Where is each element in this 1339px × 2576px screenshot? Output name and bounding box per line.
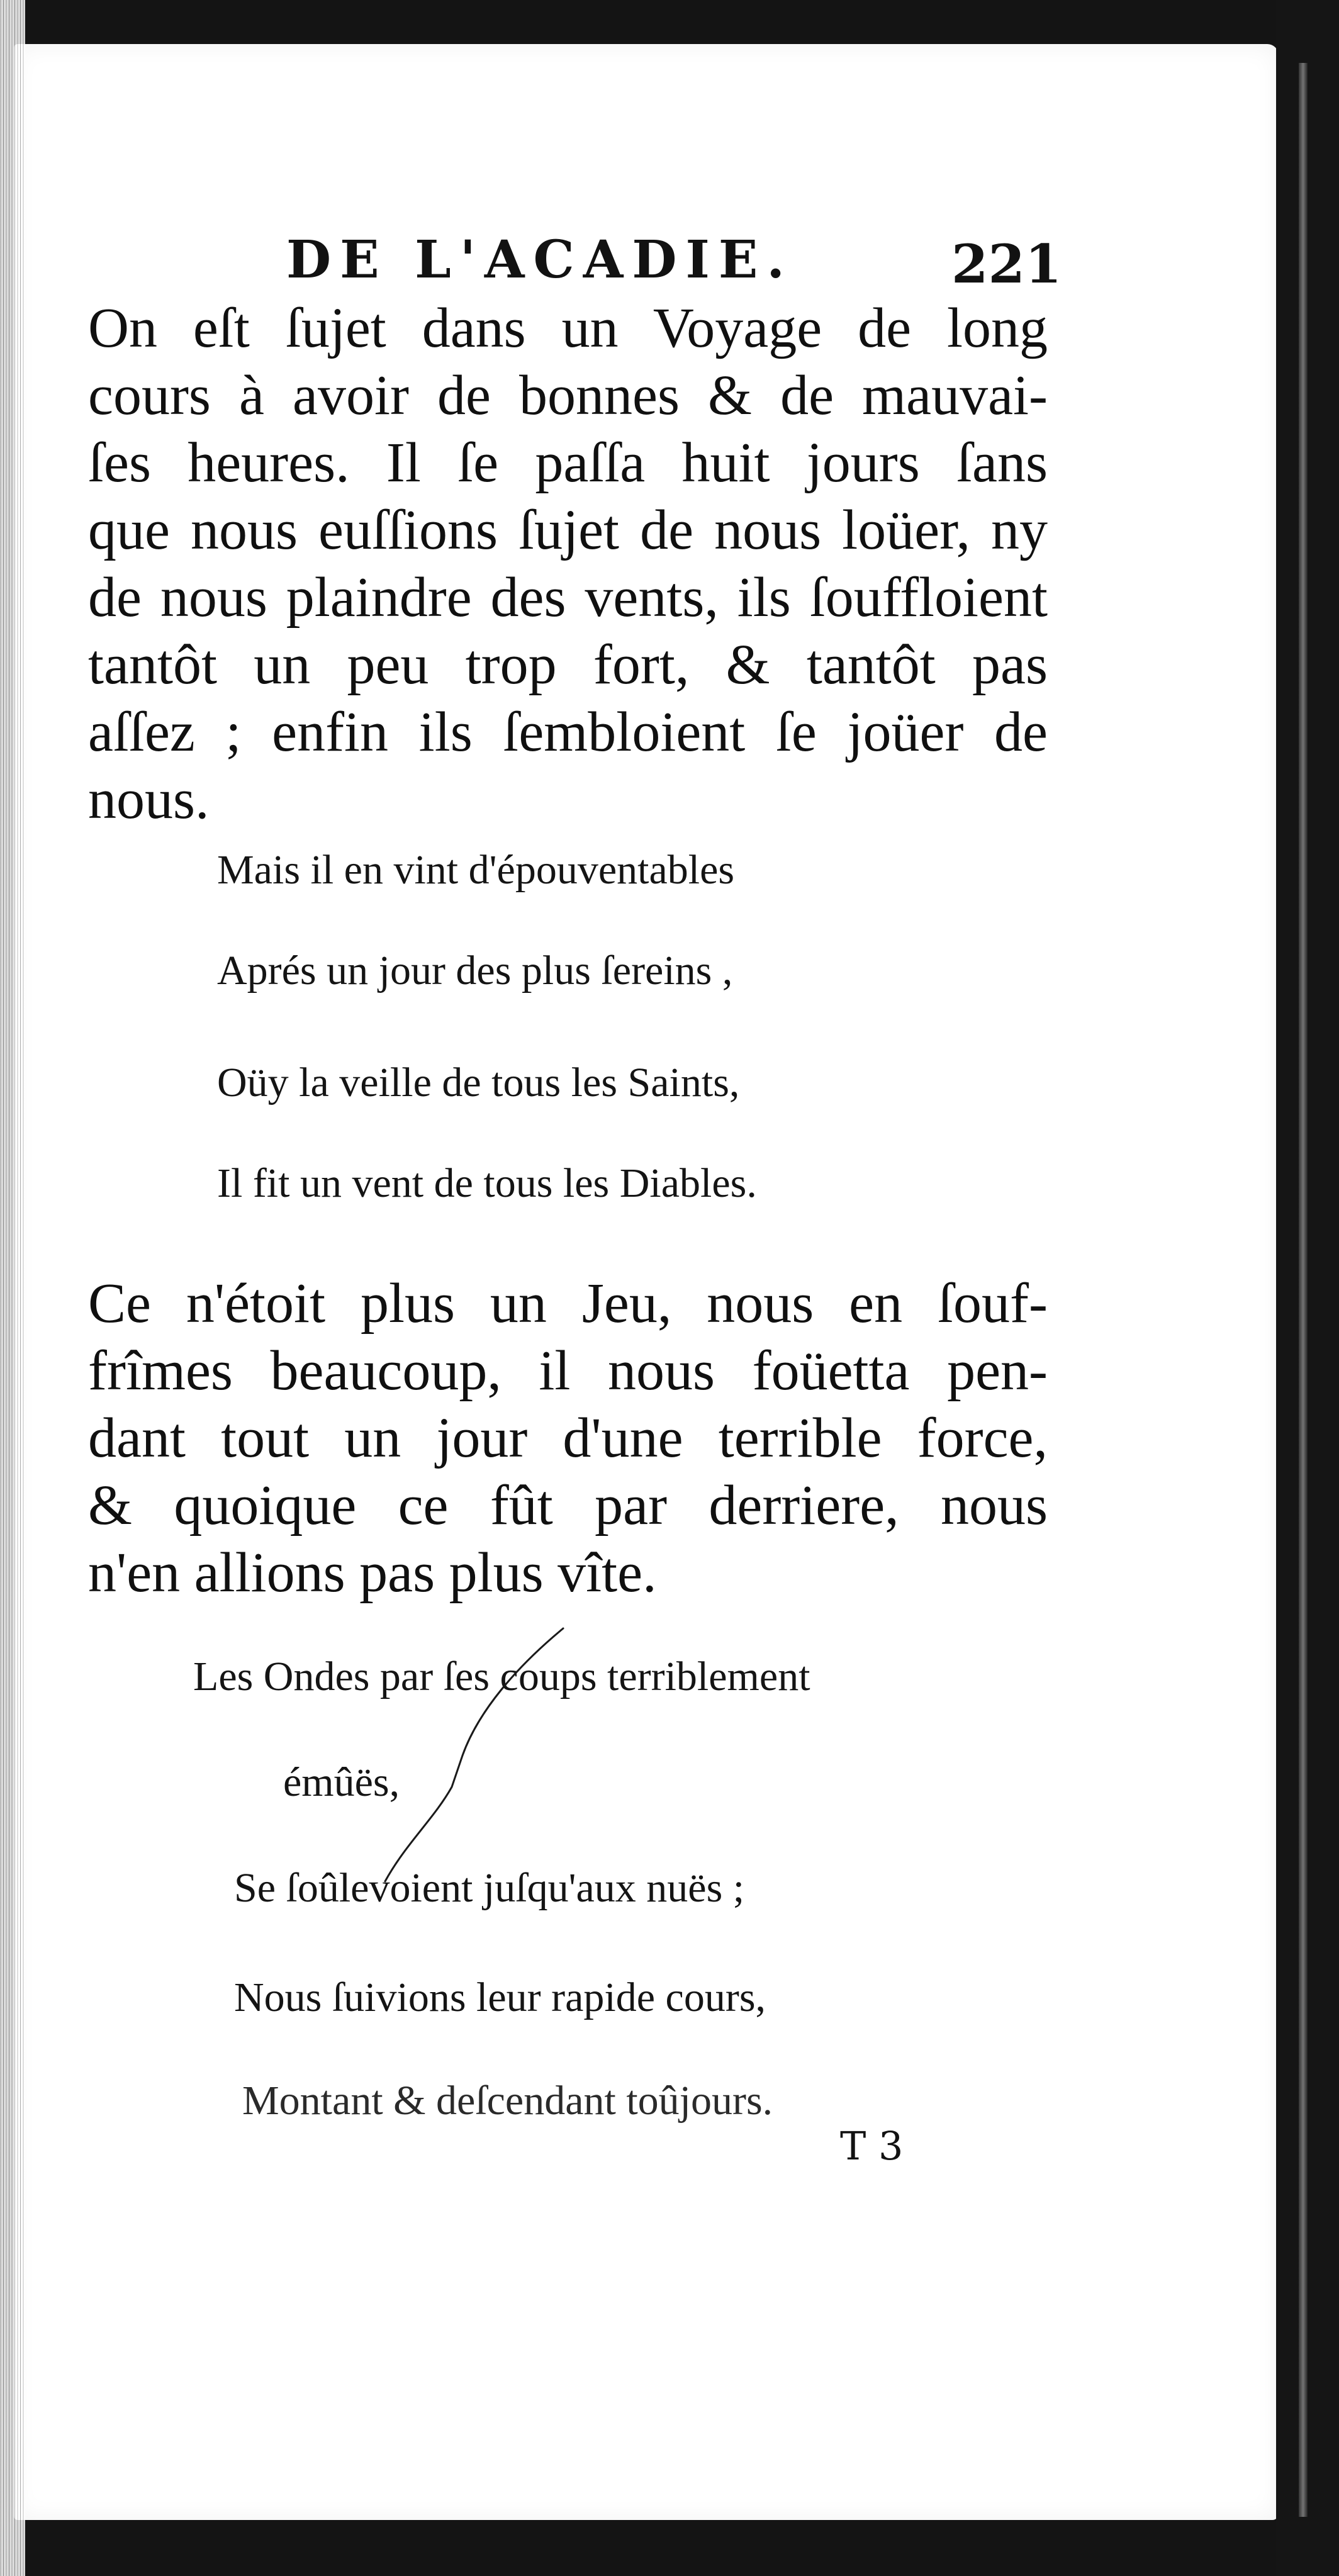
- verse-2-line: Nous ſuivions leur rapide cours,: [234, 1974, 766, 2020]
- verse-1-line: Il fit un vent de tous les Diables.: [217, 1160, 757, 1206]
- catchword: T 3: [840, 2123, 904, 2169]
- page-number: 221: [951, 233, 1062, 295]
- paragraph-1-line: que nous euſſions ſujet de nous loüer, ny: [88, 499, 1048, 561]
- verse-1-line: Mais il en vint d'épouventables: [217, 847, 735, 893]
- paragraph-2-line: & quoique ce fût par derriere, nous: [88, 1474, 1048, 1537]
- paragraph-1-line: ſes heures. Il ſe paſſa huit jours ſans: [88, 432, 1048, 494]
- verse-2-line: Montant & deſcendant toûjours.: [242, 2078, 773, 2124]
- paragraph-2-line: Ce n'étoit plus un Jeu, nous en ſouf-: [88, 1272, 1048, 1335]
- paragraph-2-line: dant tout un jour d'une terrible force,: [88, 1407, 1048, 1469]
- running-head: DE L'ACADIE.: [286, 230, 793, 290]
- paragraph-2-line: frîmes beaucoup, il nous foüetta pen-: [88, 1340, 1048, 1402]
- verse-1-line: Oüy la veille de tous les Saints,: [217, 1060, 740, 1106]
- paragraph-1-line: tantôt un peu trop fort, & tantôt pas: [88, 634, 1048, 696]
- paragraph-1-line: cours à avoir de bonnes & de mauvai-: [88, 364, 1048, 427]
- paragraph-1-line: On eſt ſujet dans un Voyage de long: [88, 297, 1048, 359]
- verse-2-line: Les Ondes par ſes coups terriblement: [193, 1654, 810, 1700]
- paragraph-1-line: nous.: [88, 768, 210, 831]
- verse-1-line: Aprés un jour des plus ſereins ,: [217, 948, 733, 994]
- paragraph-1-line: de nous plaindre des vents, ils ſouffloient: [88, 566, 1048, 629]
- verse-2-line: émûës,: [283, 1759, 400, 1805]
- verse-2-line: Se ſoûlevoient juſqu'aux nuës ;: [234, 1865, 745, 1911]
- paragraph-1-line: aſſez ; enfin ils ſembloient ſe joüer de: [88, 701, 1048, 763]
- paragraph-2-line: n'en allions pas plus vîte.: [88, 1542, 657, 1604]
